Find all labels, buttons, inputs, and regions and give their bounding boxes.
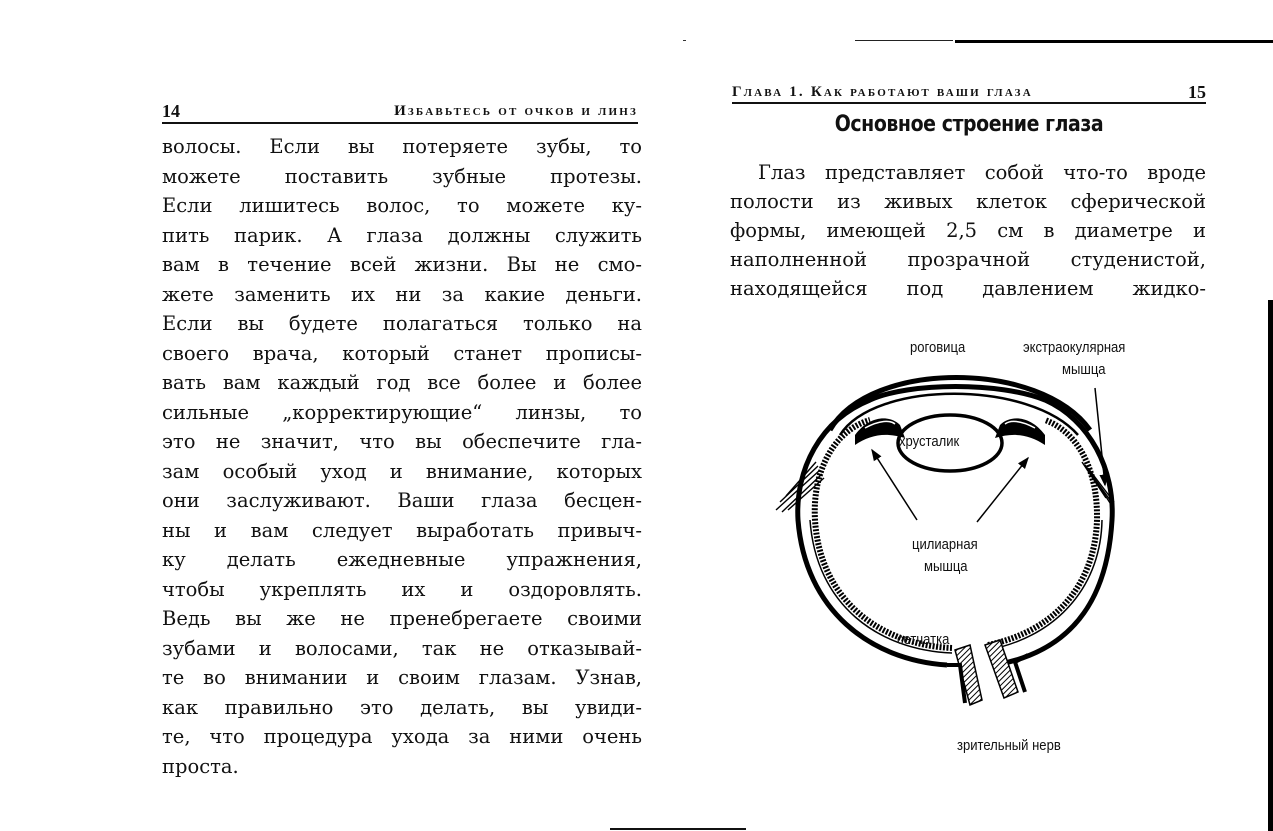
- label-optic-nerve: зрительный нерв: [957, 738, 1061, 754]
- left-page-body: [162, 132, 642, 781]
- label-ciliary-muscle: цилиарная: [912, 537, 978, 553]
- text-line: Если лишитесь волос, то можете ку-: [162, 194, 642, 217]
- eye-structure-diagram: [760, 320, 1180, 770]
- text-line: волосы. Если вы потеряете зубы, то: [162, 135, 642, 158]
- scan-edge-line: [855, 40, 953, 41]
- text-line: как правильно это делать, вы увиди-: [162, 695, 642, 719]
- text-line: зубами и волосами, так не отказывай-: [162, 636, 642, 660]
- text-line: Глаз представляет собой что-то вроде: [758, 161, 1206, 184]
- text-line: проста.: [162, 754, 239, 778]
- text-line: можете поставить зубные протезы.: [162, 164, 642, 188]
- label-extraocular-muscle: экстраокулярная: [1023, 340, 1126, 356]
- text-line: ку делать ежедневные упражнения,: [162, 548, 642, 571]
- section-heading: Основное строение глаза: [834, 112, 1104, 137]
- text-line: ны и вам следует выработать привыч-: [162, 518, 642, 542]
- text-line: вать вам каждый год все более и более: [162, 371, 642, 394]
- label-extraocular-muscle-line2: мышца: [1062, 362, 1106, 378]
- scan-artifact: [683, 40, 686, 41]
- text-line: зам особый уход и внимание, которых: [162, 459, 642, 483]
- text-line: те, что процедура ухода за ними очень: [162, 725, 642, 748]
- text-line: чтобы укреплять их и оздоровлять.: [162, 577, 642, 601]
- label-ciliary-muscle-line2: мышца: [924, 559, 968, 575]
- scan-edge-line: [955, 40, 1273, 43]
- label-retina: сетчатка: [897, 632, 950, 648]
- running-header: Глава 1. Как работают ваши глаза: [732, 84, 1033, 100]
- text-line: полости из живых клеток сферической: [730, 190, 1206, 213]
- text-line: наполненной прозрачной студенистой,: [730, 248, 1206, 271]
- label-lens: хрусталик: [899, 434, 960, 450]
- text-line: это не значит, что вы обеспечите гла-: [162, 430, 642, 453]
- text-line: жете заменить их ни за какие деньги.: [162, 282, 642, 306]
- label-cornea: роговица: [910, 340, 966, 356]
- text-line: те во внимании и своим глазам. Узнав,: [162, 666, 642, 689]
- text-line: они заслуживают. Ваши глаза бесцен-: [162, 489, 642, 512]
- scan-edge-line: [610, 828, 746, 830]
- text-line: вам в течение всей жизни. Вы не смо-: [162, 253, 642, 276]
- right-page-header: [732, 80, 1206, 104]
- text-line: пить парик. А глаза должны служить: [162, 223, 642, 247]
- page-number: 15: [1188, 82, 1206, 102]
- text-line: Если вы будете полагаться только на: [162, 312, 642, 335]
- running-header: Избавьтесь от очков и линз: [394, 103, 638, 119]
- scan-edge-bar: [1268, 300, 1273, 831]
- text-line: Ведь вы же не пренебрегаете своими: [162, 607, 642, 630]
- right-page-body: [730, 158, 1206, 303]
- left-page-header: [162, 96, 638, 124]
- text-line: формы, имеющей 2,5 см в диаметре и: [730, 219, 1206, 242]
- page-number: 14: [162, 101, 180, 121]
- text-line: своего врача, который станет прописы-: [162, 341, 642, 365]
- text-line: находящейся под давлением жидко-: [730, 277, 1206, 300]
- text-line: сильные „корректирующие“ линзы, то: [162, 400, 642, 424]
